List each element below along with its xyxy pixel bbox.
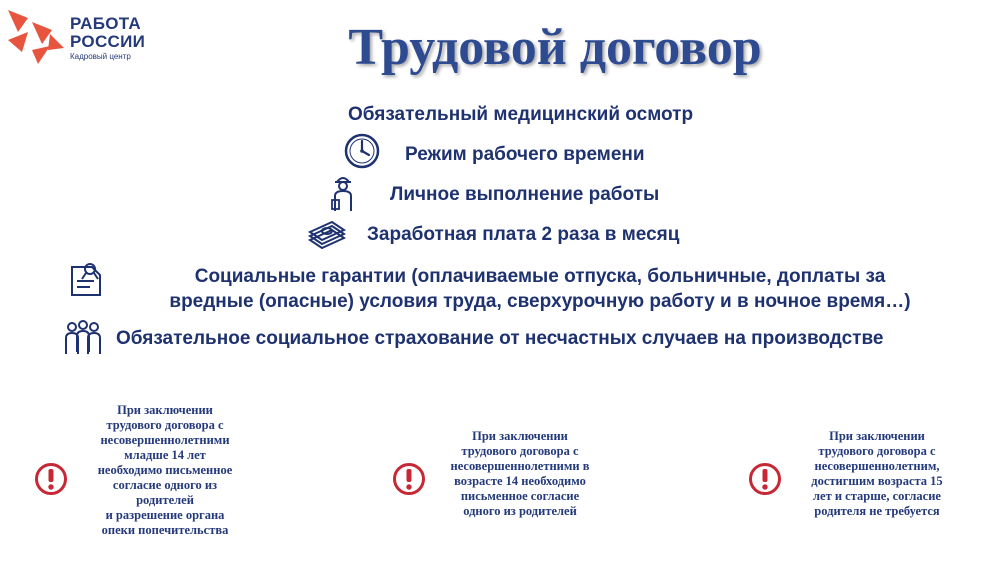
item-salary: Заработная плата 2 раза в месяц xyxy=(367,224,680,245)
note-line: младше 14 лет xyxy=(124,448,206,462)
note-line: письменное согласие xyxy=(460,489,580,503)
social-guarantees-line2: вредные (опасные) условия труда, сверхурочную работу и в ночное время…) xyxy=(169,291,911,312)
warning-icon xyxy=(34,462,68,496)
note-line: При заключении xyxy=(829,429,925,443)
note-line: и разрешение органа xyxy=(105,508,225,522)
note-line: При заключении xyxy=(117,403,213,417)
warning-icon xyxy=(392,462,426,496)
logo-line2: РОССИИ xyxy=(70,32,146,51)
note-line: одного из родителей xyxy=(463,504,577,518)
note-under-14 xyxy=(80,403,250,538)
note-line: родителей xyxy=(136,493,194,507)
note-line: несовершеннолетними в xyxy=(450,459,590,473)
note-line: родителя не требуется xyxy=(814,504,940,518)
note-age-14 xyxy=(435,429,605,519)
money-icon xyxy=(306,214,348,252)
logo-subtitle: Кадровый центр xyxy=(70,52,131,61)
logo-line1: РАБОТА xyxy=(70,14,141,33)
note-line: возрасте 14 необходимо xyxy=(454,474,586,488)
page-title: Трудовой договор xyxy=(348,19,762,76)
note-line: трудового договора с xyxy=(461,444,579,458)
note-age-15-plus xyxy=(792,429,962,519)
note-line: трудового договора с xyxy=(106,418,224,432)
note-line: опеки попечительства xyxy=(101,523,229,537)
note-line: При заключении xyxy=(472,429,568,443)
item-social-guarantees xyxy=(120,264,960,314)
item-work-schedule: Режим рабочего времени xyxy=(405,144,645,165)
item-social-insurance: Обязательное социальное страхование от несчастных случаев на производстве xyxy=(116,328,884,349)
item-medical-exam: Обязательный медицинский осмотр xyxy=(348,104,694,125)
note-line: трудового договора с xyxy=(818,444,936,458)
clock-icon xyxy=(343,132,381,170)
note-line: несовершеннолетними xyxy=(100,433,230,447)
people-icon xyxy=(63,318,103,358)
note-line: лет и старше, согласие xyxy=(813,489,941,503)
note-line: согласие одного из xyxy=(112,478,218,492)
warning-icon xyxy=(748,462,782,496)
document-icon xyxy=(66,259,106,299)
note-line: необходимо письменное xyxy=(97,463,233,477)
social-guarantees-line1: Социальные гарантии (оплачиваемые отпуска, больничные, доплаты за xyxy=(194,266,886,287)
note-line: достигшим возраста 15 xyxy=(811,474,943,488)
item-personal-work: Личное выполнение работы xyxy=(390,184,660,205)
worker-icon xyxy=(330,173,356,213)
note-line: несовершеннолетним, xyxy=(814,459,940,473)
